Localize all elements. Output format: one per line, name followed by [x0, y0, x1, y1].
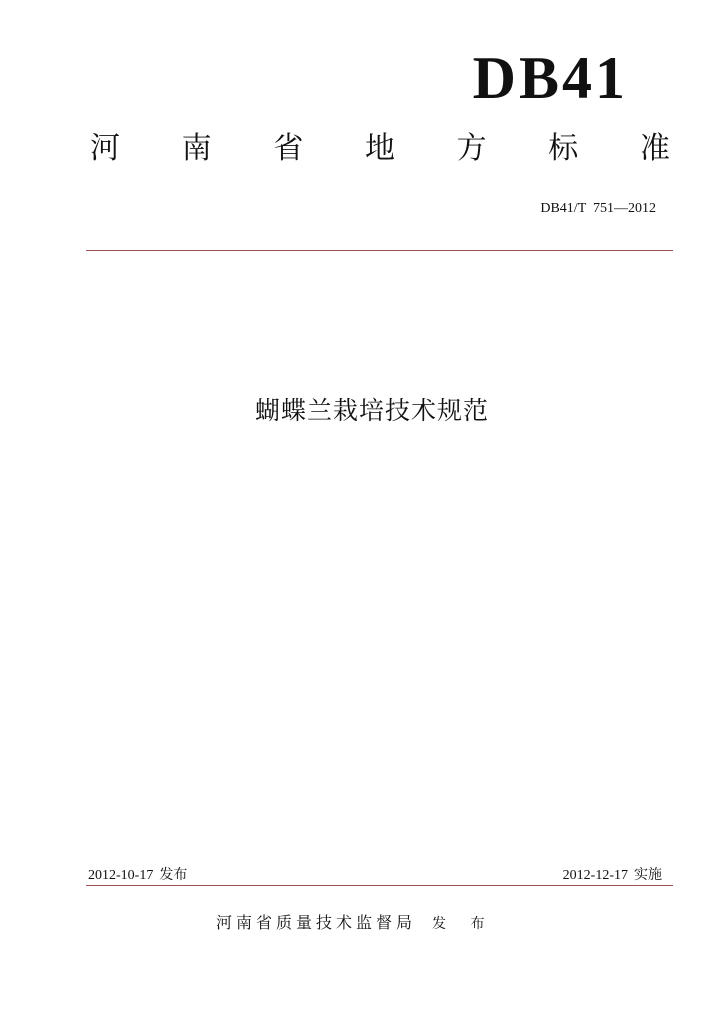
standard-number: DB41/T 751—2012 [540, 201, 656, 216]
standard-type-char: 省 [273, 131, 304, 166]
standard-type-char: 地 [364, 131, 395, 166]
standard-type-char: 准 [639, 131, 670, 166]
publish-date-line [88, 864, 187, 884]
standard-type-char: 方 [456, 131, 487, 166]
issuer-name: 河南省质量技术监督局 [216, 913, 417, 932]
publish-label: 发布 [159, 867, 188, 883]
publish-date: 2012-10-17 [88, 868, 154, 883]
issuer-line [216, 910, 494, 933]
implement-date: 2012-12-17 [562, 868, 628, 883]
issuer-action: 发 布 [432, 916, 495, 932]
document-title: 蝴蝶兰栽培技术规范 [254, 396, 489, 425]
header-divider [86, 250, 673, 251]
standard-type-char: 河 [90, 131, 120, 166]
standard-type-char: 南 [181, 131, 212, 166]
standard-type-heading [90, 131, 670, 166]
implement-label: 实施 [634, 867, 662, 883]
implement-date-line [563, 864, 662, 884]
footer-divider [86, 885, 673, 886]
standard-type-char: 标 [548, 131, 579, 166]
standard-logo: DB41 [472, 45, 628, 111]
